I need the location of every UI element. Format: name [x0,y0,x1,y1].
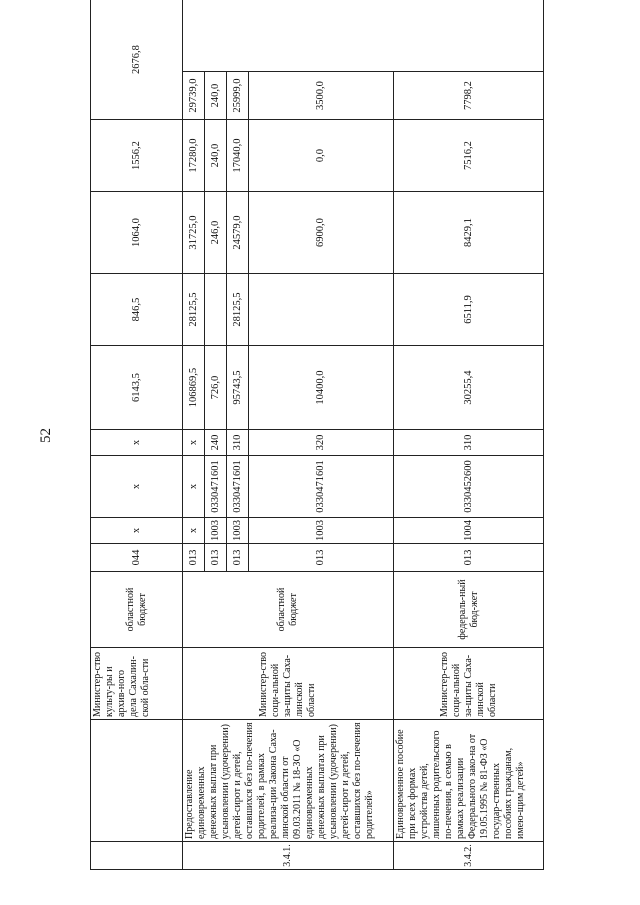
table-row [91,0,183,870]
value2-341-d [249,274,394,346]
rz-341-a: х [183,518,205,544]
value5-341-b: 240,0 [205,72,227,120]
rz-341-c: 1003 [227,518,249,544]
value2-culture: 846,5 [91,274,183,346]
funding-culture: областной бюджет [91,572,183,648]
row-number-empty [91,842,183,870]
value1-341-c: 95743,5 [227,346,249,430]
value1-342: 30255,4 [394,346,544,430]
trailing-empty [183,0,544,72]
rz-culture: х [91,518,183,544]
table-row [394,0,544,870]
value3-341-a: 31725,0 [183,192,205,274]
grbs-341-a: 013 [183,544,205,572]
value1-341-d: 10400,0 [249,346,394,430]
executor-341: Министер-ство соци-альной за-щиты Саха-линской области [183,648,394,720]
csr-342: 0330452600 [394,456,544,518]
table-row [183,0,205,870]
value4-341-a: 17280,0 [183,120,205,192]
csr-341-a: х [183,456,205,518]
value1-341-b: 726,0 [205,346,227,430]
funding-342: федераль-ный бюд-жет [394,572,544,648]
description-empty [91,720,183,842]
vr-culture: х [91,430,183,456]
rz-341-b: 1003 [205,518,227,544]
row-number-341: 3.4.1. [183,842,394,870]
csr-341-c: 0330471601 [227,456,249,518]
executor-culture: Министер-ство культу-ры и архив-ного дела Сахалин-ской обла-сти [91,648,183,720]
description-341: Предоставление единовременных денежных выплат при усыновлении (удочерении) детей-сирот и детей, оставшихся без по-печения родителей, в рамках реализа-ции Закона Саха-линской области от 09.03.2011 № 18-ЗО «О единовременных денежных выплатах при усыновлении (удочерении) детей-сирот и детей, оставшихся без по-печения родителей» [183,720,394,842]
budget-table [90,0,544,870]
value2-341-a: 28125,5 [183,274,205,346]
page-number: 52 [38,428,54,443]
grbs-341-d: 013 [249,544,394,572]
csr-culture: х [91,456,183,518]
value3-341-b: 246,0 [205,192,227,274]
value2-341-b [205,274,227,346]
value4-341-d: 0,0 [249,120,394,192]
csr-341-b: 0330471601 [205,456,227,518]
value4-341-c: 17040,0 [227,120,249,192]
value5-341-c: 25999,0 [227,72,249,120]
value3-341-c: 24579,0 [227,192,249,274]
vr-341-a: х [183,430,205,456]
value5-341-d: 3500,0 [249,72,394,120]
value4-342: 7516,2 [394,120,544,192]
grbs-341-b: 013 [205,544,227,572]
rotated-page [90,0,636,870]
vr-342: 310 [394,430,544,456]
value1-341-a: 106869,5 [183,346,205,430]
value2-341-c: 28125,5 [227,274,249,346]
description-342: Единовременное пособие при всех формах устройства детей, лишенных родительского по-печения, в семью в рамках реализации Федерального зако-на от 19.05.1995 № 81-ФЗ «О государ-ственных пособиях гражданам, имею-щим детей» [394,720,544,842]
executor-342: Министер-ство соци-альной за-щиты Саха-линской области [394,648,544,720]
csr-341-d: 0330471601 [249,456,394,518]
row-number-342: 3.4.2. [394,842,544,870]
grbs-culture: 044 [91,544,183,572]
value2-342: 6511,9 [394,274,544,346]
value3-culture: 1064,0 [91,192,183,274]
vr-341-c: 310 [227,430,249,456]
value1-culture: 6143,5 [91,346,183,430]
value4-culture: 1556,2 [91,120,183,192]
grbs-342: 013 [394,544,544,572]
grbs-341-c: 013 [227,544,249,572]
vr-341-d: 320 [249,430,394,456]
rz-342: 1004 [394,518,544,544]
vr-341-b: 240 [205,430,227,456]
value3-342: 8429,1 [394,192,544,274]
rz-341-d: 1003 [249,518,394,544]
value3-341-d: 6900,0 [249,192,394,274]
value5-341-a: 29739,0 [183,72,205,120]
value5-culture: 2676,8 [91,0,183,120]
value5-342: 7798,2 [394,72,544,120]
funding-341: областной бюджет [183,572,394,648]
value4-341-b: 240,0 [205,120,227,192]
